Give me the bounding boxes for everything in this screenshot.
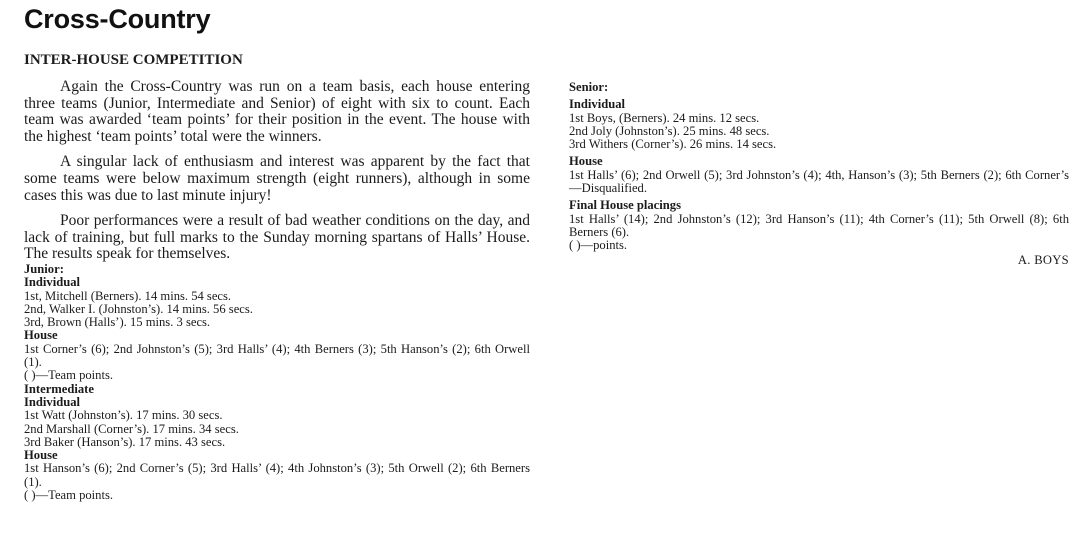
intermediate-individual-result: 1st Watt (Johnston’s). 17 mins. 30 secs. [24, 408, 223, 423]
senior-points-note: ( )—points. [569, 238, 628, 253]
junior-individual-result: 1st, Mitchell (Berners). 14 mins. 54 secs. [24, 288, 232, 303]
intro-paragraph-2: A singular lack of enthusiasm and interest was apparent by the fact that some teams were below maximum strength (eight runners), although in some cases this was due to last minute injury! [24, 153, 530, 204]
section-heading: INTER-HOUSE COMPETITION [24, 52, 243, 68]
junior-points-note: ( )—Team points. [24, 368, 114, 383]
senior-house-heading: House [569, 154, 603, 169]
intro-paragraph-3: Poor performances were a result of bad weather conditions on the day, and lack of training, but full marks to the Sunday morning spartans of Halls’ House. The results speak for themselves. [24, 212, 530, 263]
final-placings-results: 1st Halls’ (14); 2nd Johnston’s (12); 3rd Hanson’s (11); 4th Corner’s (11); 5th Orwell (8); 6th Berners (6). [569, 211, 1069, 239]
junior-individual-result: 2nd, Walker I. (Johnston’s). 14 mins. 56 secs. [24, 301, 253, 316]
senior-heading: Senior: [569, 80, 609, 94]
intermediate-results [24, 383, 530, 503]
intermediate-house-heading: House [24, 448, 58, 463]
author-signature: A. BOYS [1017, 252, 1069, 267]
right-column [569, 81, 1069, 268]
senior-individual-result: 2nd Joly (Johnston’s). 25 mins. 48 secs. [569, 123, 770, 138]
junior-house-heading: House [24, 328, 58, 343]
intro-paragraph-1: Again the Cross-Country was run on a team basis, each house entering three teams (Junior, Intermediate and Senior) of eight with six to count. Each team was awarded ‘team points’ for their position in the event. The house with the highest ‘team points’ total were the winners. [24, 78, 530, 145]
intermediate-individual-result: 3rd Baker (Hanson’s). 17 mins. 43 secs. [24, 434, 226, 449]
final-placings-heading: Final House placings [569, 198, 681, 213]
intermediate-house-results: 1st Hanson’s (6); 2nd Corner’s (5); 3rd Halls’ (4); 4th Johnston’s (3); 5th Orwell (2); 6th Berners (1). [24, 461, 530, 489]
intermediate-individual-result: 2nd Marshall (Corner’s). 17 mins. 34 secs. [24, 421, 239, 436]
senior-individual-result: 3rd Withers (Corner’s). 26 mins. 14 secs. [569, 137, 777, 152]
senior-individual-heading: Individual [569, 97, 626, 112]
junior-individual-heading: Individual [24, 275, 81, 290]
intermediate-individual-heading: Individual [24, 394, 81, 409]
senior-individual-result: 1st Boys, (Berners). 24 mins. 12 secs. [569, 110, 760, 125]
intermediate-points-note: ( )—Team points. [24, 487, 114, 502]
junior-heading: Junior: [24, 261, 64, 276]
intermediate-heading: Intermediate [24, 381, 94, 396]
senior-house-results: 1st Halls’ (6); 2nd Orwell (5); 3rd Johnston’s (4); 4th, Hanson’s (3); 5th Berners (2); 6th Corner’s—Disqualified. [569, 167, 1069, 196]
page-title: Cross-Country [24, 4, 211, 34]
junior-results [24, 263, 530, 383]
junior-house-results: 1st Corner’s (6); 2nd Johnston’s (5); 3rd Halls’ (4); 4th Berners (3); 5th Hanson’s (2); 6th Orwell (1). [24, 341, 530, 370]
junior-individual-result: 3rd, Brown (Halls’). 15 mins. 3 secs. [24, 315, 211, 330]
left-column [24, 52, 530, 502]
